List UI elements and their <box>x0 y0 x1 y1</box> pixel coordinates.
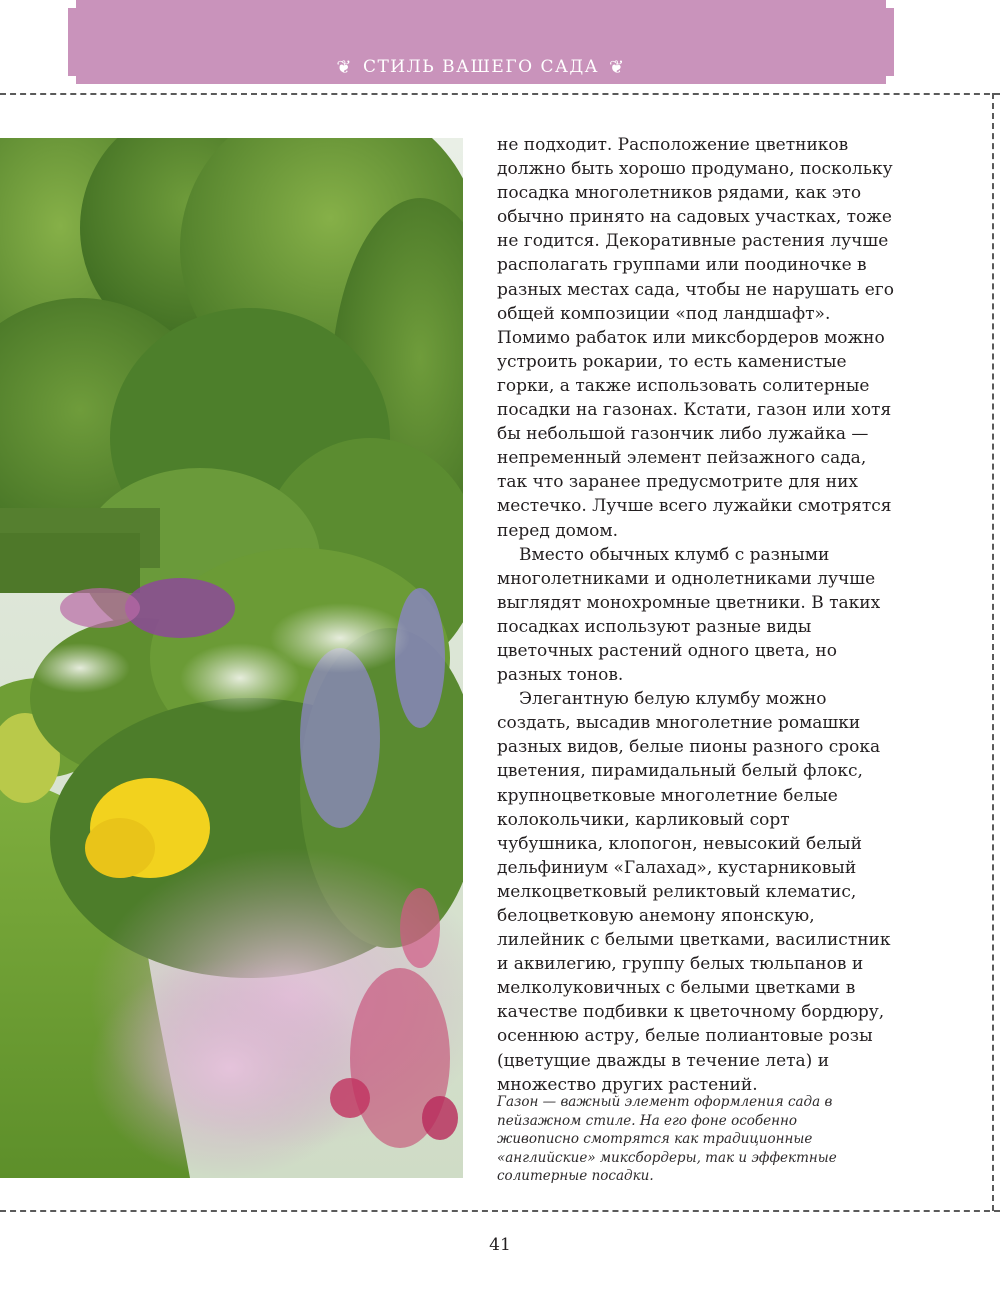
garden-illustration <box>0 138 463 1178</box>
dashed-frame-top <box>0 93 1000 95</box>
ornament-icon: ❦ <box>336 57 353 78</box>
photo-caption: Газон — важный элемент оформления сада в пейзажном стиле. На его фоне особенно живописно смотрятся как традиционные «английские» миксбордеры, так и эффектные солитерные посадки. <box>497 1094 837 1184</box>
paragraph: не подходит. Расположение цветников должно быть хорошо продумано, поскольку посадка многолетников рядами, как это обычно принято на садовых участках, тоже не годится. Декоративные растения лучше располагать группами или поодиночке в разных местах сада, чтобы не нарушать его общей композиции «под ландшафт». Помимо рабаток или миксбордеров можно устроить рокарии, то есть каменистые горки, а также использовать солитерные посадки на газонах. Кстати, газон или хотя бы небольшой газончик либо лужайка — непременный элемент пейзажного сада, так что заранее предусмотрите для них местечко. Лучше всего лужайки смотрятся перед домом. <box>497 135 894 541</box>
article-body <box>497 133 897 1097</box>
dashed-frame-bottom <box>0 1210 1000 1212</box>
chapter-title <box>68 57 894 78</box>
dashed-frame-right <box>992 93 994 1211</box>
paragraph: Элегантную белую клумбу можно создать, высадив многолетние ромашки разных видов, белые пионы разного срока цветения, пирамидальный белый флокс, крупноцветковые многолетние белые колокольчики, карликовый сорт чубушника, клопогон, невысокий белый дельфиниум «Галахад», кустарниковый мелкоцветковый реликтовый клематис, белоцветковую анемону японскую, лилейник с белыми цветками, василистник и аквилегию, группу белых тюльпанов и мелколуковичных с белыми цветками в качестве подбивки к цветочному бордюру, осеннюю астру, белые полиантовые розы (цветущие дважды в течение лета) и множество других растений. <box>497 689 891 1095</box>
header-corner <box>886 0 894 8</box>
chapter-header-band <box>68 0 894 84</box>
header-corner <box>68 0 76 8</box>
ornament-icon: ❦ <box>609 57 626 78</box>
paragraph: Вместо обычных клумб с разными многолетниками и однолетниками лучше выглядят монохромные цветники. В таких посадках используют разные виды цветочных растений одного цвета, но разных тонов. <box>497 544 881 686</box>
garden-photo <box>0 138 463 1178</box>
chapter-title-text: СТИЛЬ ВАШЕГО САДА <box>362 57 600 77</box>
page-number: 41 <box>489 1235 511 1255</box>
